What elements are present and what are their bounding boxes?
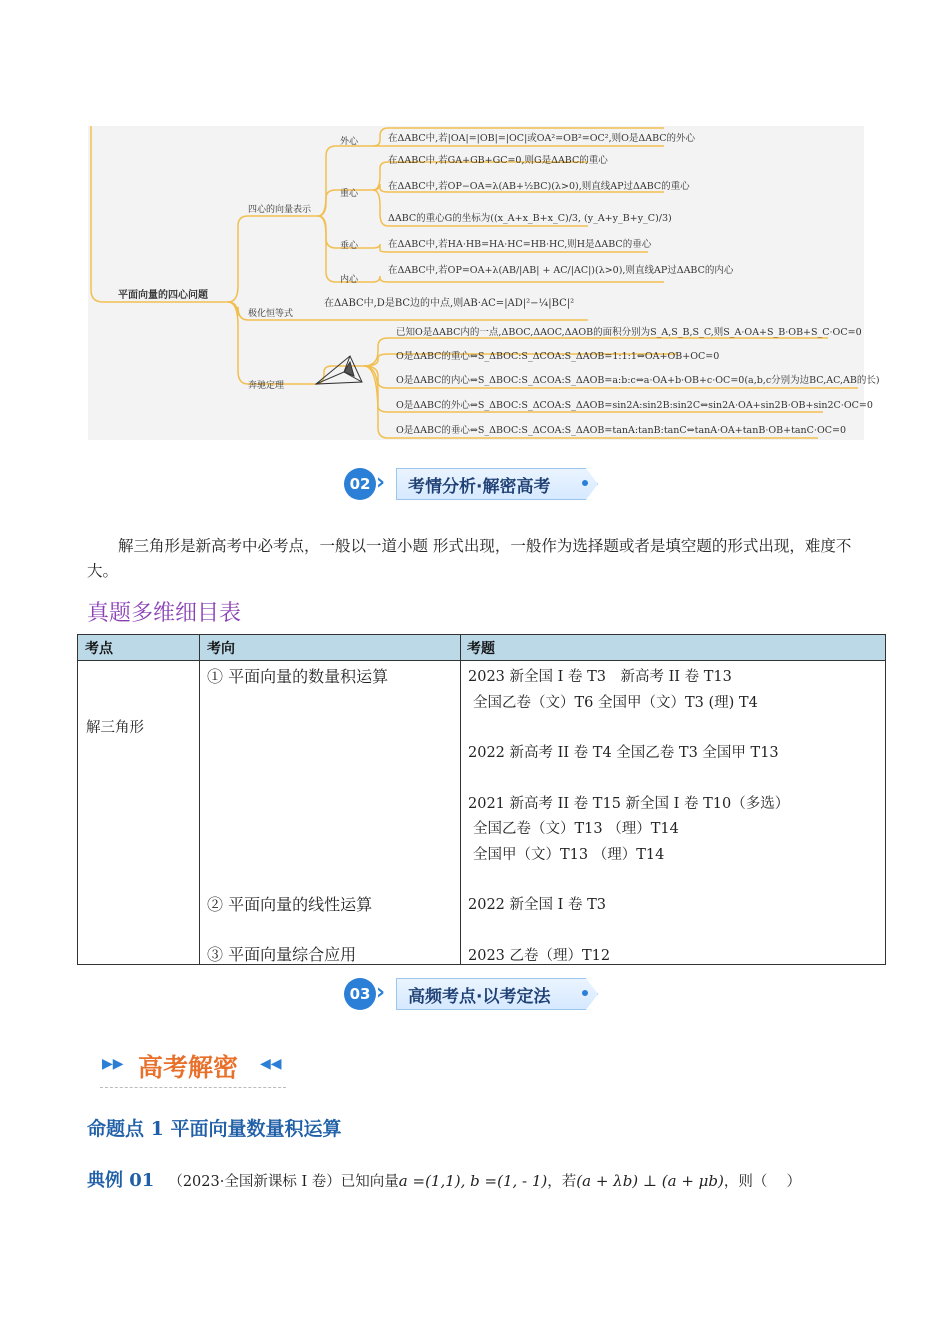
cell-kaoti-2: 全国乙卷（文）T6 全国甲（文）T3 (理) T4	[473, 695, 758, 711]
cell-kaoxiang-3: ③ 平面向量综合应用	[207, 945, 357, 964]
cell-kaodian: 解三角形	[86, 720, 144, 736]
cell-kaoti-3: 2022 新高考 II 卷 T4 全国乙卷 T3 全国甲 T13	[468, 745, 779, 761]
double-arrow-right-icon: ▶▶	[102, 1056, 124, 1072]
exam-table	[77, 634, 886, 965]
header-kaodian: 考点	[85, 641, 113, 657]
cell-kaoxiang-2: ② 平面向量的线性运算	[207, 895, 373, 914]
example-end: ，则（ ）	[723, 1174, 801, 1190]
cell-kaoti-6: 全国甲（文）T13 （理）T14	[473, 847, 665, 863]
chevron-right-icon: ›	[376, 980, 386, 1005]
leaf-incenter: 在ΔABC中,若OP=OA+λ(AB/|AB| + AC/|AC|)(λ>0),则直线AP过ΔABC的内心	[388, 265, 734, 276]
cell-kaoti-8: 2023 乙卷（理）T12	[468, 948, 611, 964]
secret-title: 高考解密	[138, 1053, 239, 1082]
secret-heading	[100, 1048, 290, 1090]
dot-icon	[582, 480, 588, 486]
table-title: 真题多维细目表	[87, 601, 242, 626]
section-banner-02	[344, 466, 608, 502]
root-line	[91, 126, 228, 302]
section-banner-03	[344, 976, 608, 1012]
cell-kaoxiang-1: ① 平面向量的数量积运算	[207, 667, 389, 686]
leaf-benz-2: O是ΔABC的内心⇔S_ΔBOC:S_ΔCOA:S_ΔAOB=a:b:c⇔a·OA+b·OB+c·OC=0(a,b,c分别为边BC,AC,AB的长)	[396, 375, 880, 386]
example-line	[87, 1166, 801, 1192]
sub-circumcenter: 外心	[340, 137, 359, 147]
header-kaoti: 考题	[467, 641, 495, 657]
leaf-centroid-2: 在ΔABC中,若OP−OA=λ(AB+½BC)(λ>0),则直线AP过ΔABC的重心	[388, 181, 690, 192]
topic-heading: 命题点 1 平面向量数量积运算	[87, 1118, 342, 1140]
dashed-divider	[100, 1087, 286, 1088]
leaf-benz-1: O是ΔABC的重心⇔S_ΔBOC:S_ΔCOA:S_ΔAOB=1:1:1⇔OA+OB+OC=0	[396, 351, 720, 362]
sub-incenter: 内心	[340, 275, 359, 285]
sub-orthocenter: 垂心	[340, 241, 359, 251]
branch-polarization: 极化恒等式	[248, 309, 294, 319]
intro-paragraph: 解三角形是新高考中必考点，一般以一道小题 形式出现，一般作为选择题或者是填空题的形式出现，难度不大。	[87, 537, 852, 580]
leaf-orthocenter: 在ΔABC中,若HA·HB=HA·HC=HB·HC,则H是ΔABC的垂心	[388, 239, 652, 250]
banner-label: 考情分析·解密高考	[408, 477, 551, 497]
leaf-benz-4: O是ΔABC的垂心⇔S_ΔBOC:S_ΔCOA:S_ΔAOB=tanA:tanB:tanC⇔tanA·OA+tanB·OB+tanC·OC=0	[396, 425, 847, 436]
example-mid: ，若	[547, 1174, 577, 1190]
banner-number: 03	[344, 978, 376, 1010]
leaf-benz-0: 已知O是ΔABC内的一点,ΔBOC,ΔAOC,ΔAOB的面积分别为S_A,S_B,S_C,则S_A·OA+S_B·OB+S_C·OC=0	[396, 327, 862, 338]
cell-kaoti-5: 全国乙卷（文）T13 （理）T14	[473, 821, 679, 837]
leaf-polarization: 在ΔABC中,D是BC边的中点,则AB·AC=|AD|²−¼|BC|²	[324, 298, 575, 309]
mind-map	[88, 126, 880, 440]
leaf-benz-3: O是ΔABC的外心⇔S_ΔBOC:S_ΔCOA:S_ΔAOB=sin2A:sin2B:sin2C⇔sin2A·OA+sin2B·OB+sin2C·OC=0	[396, 400, 873, 411]
banner-label: 高频考点·以考定法	[408, 987, 551, 1007]
mind-map-connectors	[88, 126, 864, 440]
cell-kaoti-7: 2022 新全国 I 卷 T3	[468, 897, 606, 913]
branch-benz: 奔驰定理	[248, 381, 285, 391]
dot-icon	[582, 990, 588, 996]
example-math-perp: (a + λb) ⊥ (a + μb)	[576, 1172, 724, 1190]
example-tag: 典例 01	[87, 1170, 155, 1191]
double-arrow-left-icon: ◀◀	[260, 1056, 282, 1072]
cell-kaoti-4: 2021 新高考 II 卷 T15 新全国 I 卷 T10（多选）	[468, 796, 790, 812]
banner-number: 02	[344, 468, 376, 500]
branch-line-four-centers	[228, 216, 318, 302]
leaf-centroid-1: 在ΔABC中,若GA+GB+GC=0,则G是ΔABC的重心	[388, 155, 608, 166]
branch-four-centers: 四心的向量表示	[248, 205, 312, 215]
example-source: （2023·全国新课标 I 卷）已知向量	[168, 1174, 399, 1190]
sub-centroid: 重心	[340, 189, 359, 199]
leaf-circumcenter: 在ΔABC中,若|OA|=|OB|=|OC|或OA²=OB²=OC²,则O是ΔABC的外心	[388, 133, 696, 144]
cell-kaoti-1: 2023 新全国 I 卷 T3 新高考 II 卷 T13	[468, 669, 732, 685]
mind-map-root: 平面向量的四心问题	[118, 290, 208, 301]
chevron-right-icon: ›	[376, 470, 386, 495]
example-math-vectors: a =(1,1), b =(1, - 1)	[398, 1172, 548, 1190]
leaf-centroid-3: ΔABC的重心G的坐标为((x_A+x_B+x_C)/3, (y_A+y_B+y_C)/3)	[388, 213, 672, 224]
header-kaoxiang: 考向	[207, 641, 235, 657]
